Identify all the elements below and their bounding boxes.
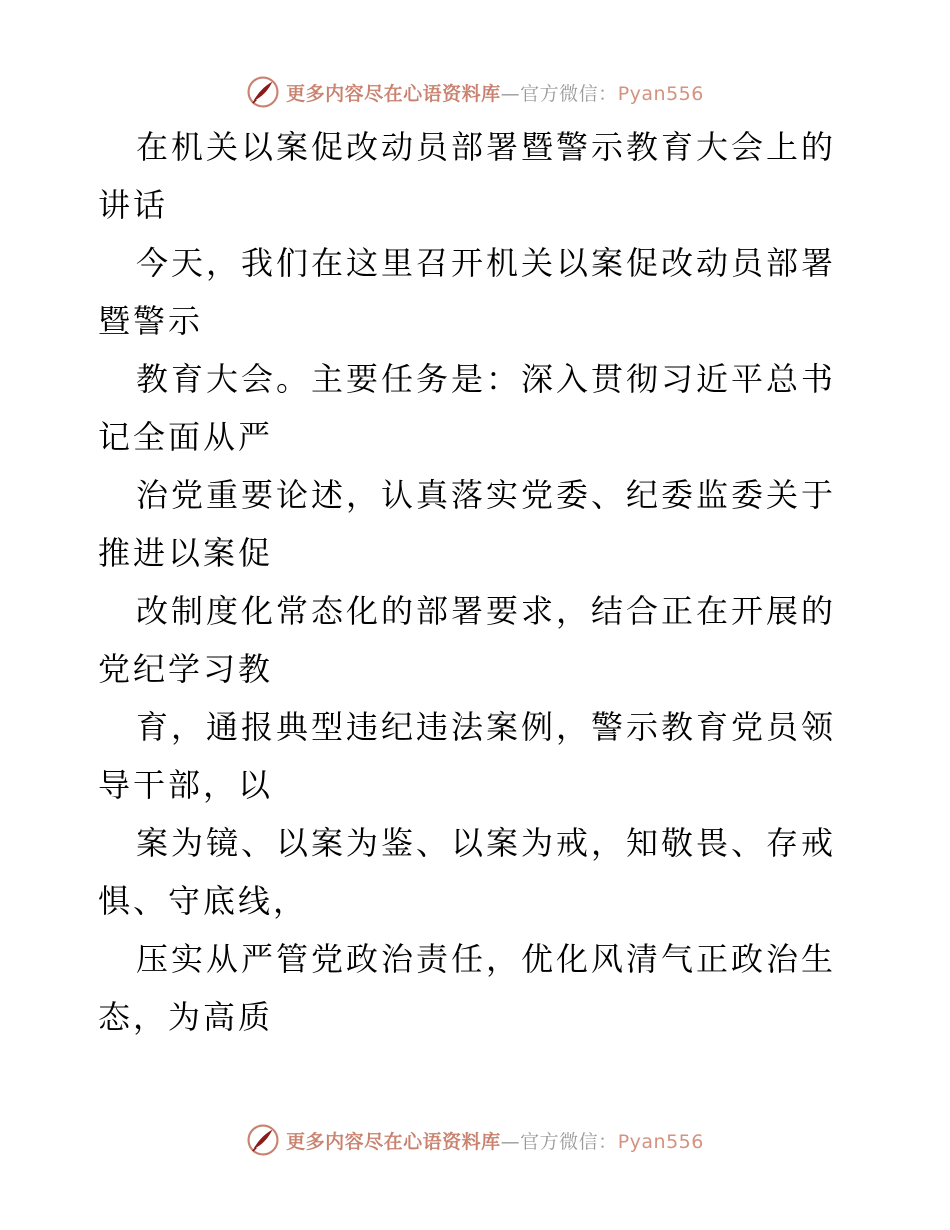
watermark-wechat-id: Pyan556	[617, 82, 704, 105]
paragraph: 教育大会。主要任务是：深入贯彻习近平总书记全面从严	[98, 360, 837, 456]
quill-pen-logo-icon	[246, 1123, 280, 1157]
footer-watermark	[0, 1120, 950, 1160]
watermark-separator: —	[500, 1130, 521, 1153]
watermark-wechat-id: Pyan556	[617, 1130, 704, 1153]
watermark-text	[286, 79, 704, 106]
watermark-wechat-label: 官方微信：	[520, 1130, 618, 1153]
paragraph: 育，通报典型违纪违法案例，警示教育党员领导干部，以	[98, 708, 837, 804]
quill-pen-logo-icon	[246, 75, 280, 109]
header-watermark	[0, 72, 950, 112]
watermark-text	[286, 1127, 704, 1154]
watermark-wechat-label: 官方微信：	[520, 82, 618, 105]
watermark-brand: 更多内容尽在心语资料库	[286, 82, 501, 105]
paragraph: 今天，我们在这里召开机关以案促改动员部署暨警示	[98, 244, 837, 340]
paragraph: 改制度化常态化的部署要求，结合正在开展的党纪学习教	[98, 592, 837, 688]
document-body	[98, 118, 858, 1046]
document-title: 在机关以案促改动员部署暨警示教育大会上的讲话	[98, 128, 837, 224]
paragraph: 压实从严管党政治责任，优化风清气正政治生态，为高质	[98, 940, 837, 1036]
paragraph: 案为镜、以案为鉴、以案为戒，知敬畏、存戒惧、守底线，	[98, 824, 837, 920]
watermark-brand: 更多内容尽在心语资料库	[286, 1130, 501, 1153]
paragraph: 治党重要论述，认真落实党委、纪委监委关于推进以案促	[98, 476, 837, 572]
watermark-separator: —	[500, 82, 521, 105]
